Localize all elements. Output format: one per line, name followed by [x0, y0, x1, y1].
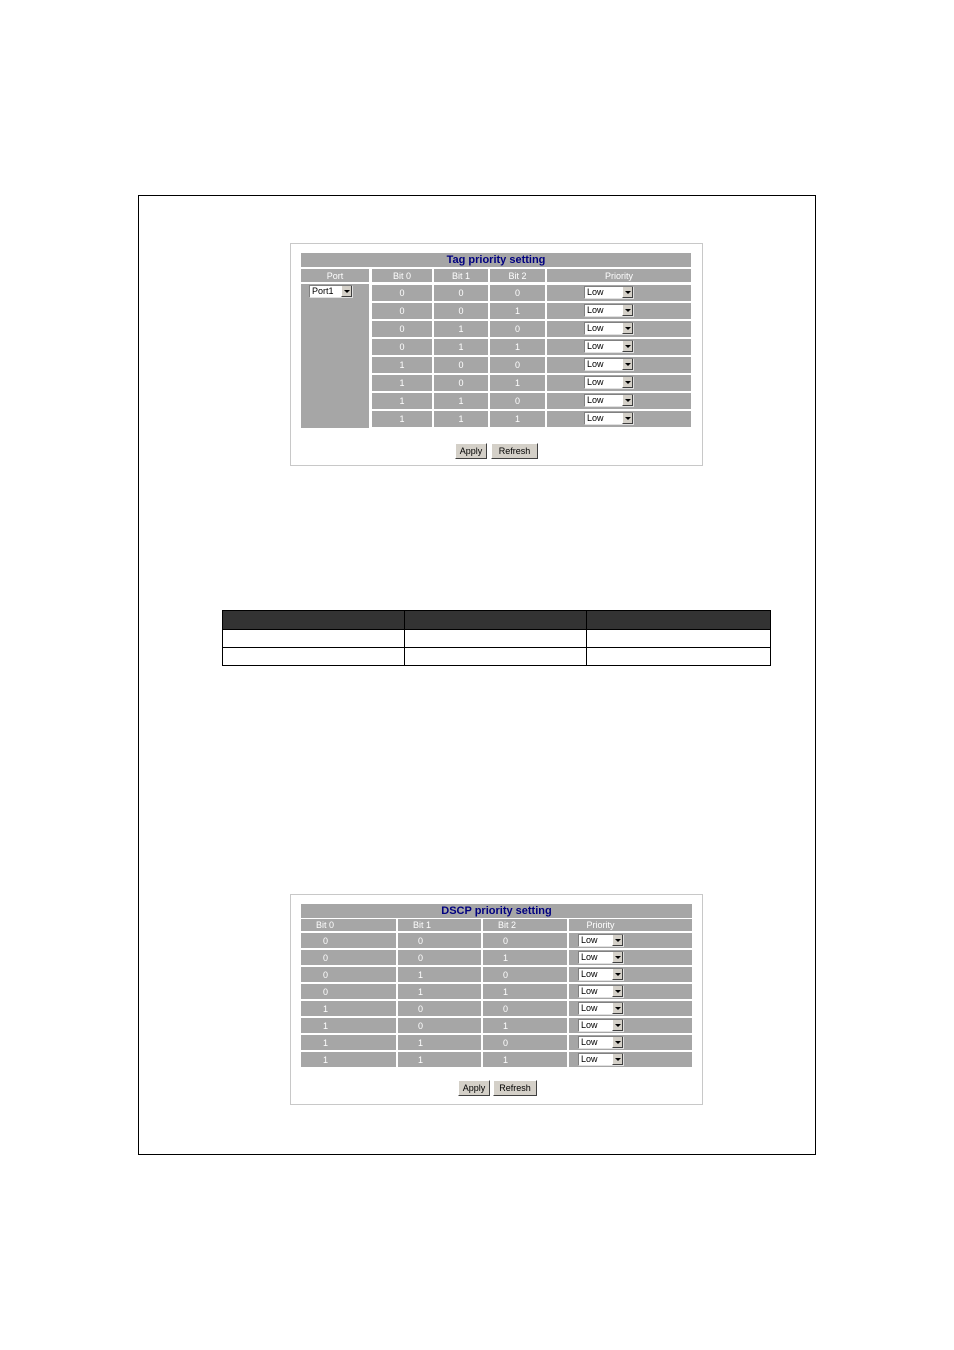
tag-row-bit2: 0 [490, 357, 545, 373]
dscp-header-bit1: Bit 1 [398, 919, 481, 931]
tag-priority-select-value: Low [587, 287, 604, 297]
tag-priority-select[interactable] [584, 376, 634, 389]
tag-port-column [301, 284, 369, 428]
dscp-priority-select[interactable] [578, 934, 624, 947]
chevron-down-icon [622, 377, 633, 388]
chevron-down-icon [622, 305, 633, 316]
tag-priority-select-value: Low [587, 359, 604, 369]
table-header-row [223, 611, 771, 630]
table-row [223, 630, 771, 648]
tag-row-bit0: 0 [372, 339, 432, 355]
tag-priority-select[interactable] [584, 322, 634, 335]
tag-priority-select[interactable] [584, 286, 634, 299]
tag-row-bit1: 0 [434, 285, 488, 301]
dscp-row-bit2: 0 [483, 1035, 567, 1050]
table-cell [404, 630, 587, 648]
dscp-priority-select-value: Low [581, 969, 598, 979]
tag-row-bit1: 1 [434, 411, 488, 427]
tag-priority-select[interactable] [584, 304, 634, 317]
tag-row-bit0: 0 [372, 285, 432, 301]
chevron-down-icon [622, 413, 633, 424]
dscp-row-bit1: 0 [398, 933, 481, 948]
dscp-row-bit0: 0 [301, 984, 396, 999]
chevron-down-icon [612, 1037, 623, 1048]
tag-row-bit2: 0 [490, 285, 545, 301]
port-select[interactable] [309, 285, 353, 298]
dscp-header-priority: Priority [569, 919, 692, 931]
tag-priority-select[interactable] [584, 340, 634, 353]
tag-priority-select[interactable] [584, 412, 634, 425]
tag-row-bit0: 1 [372, 393, 432, 409]
chevron-down-icon [612, 935, 623, 946]
dscp-priority-select[interactable] [578, 985, 624, 998]
tag-row-bit1: 0 [434, 357, 488, 373]
table-row [223, 648, 771, 666]
chevron-down-icon [622, 359, 633, 370]
dscp-header-bit0: Bit 0 [301, 919, 396, 931]
dscp-row-bit1: 1 [398, 967, 481, 982]
tag-row-bit2: 1 [490, 339, 545, 355]
chevron-down-icon [622, 341, 633, 352]
tag-row-bit0: 1 [372, 357, 432, 373]
dscp-row-bit0: 0 [301, 950, 396, 965]
dscp-apply-button[interactable]: Apply [458, 1080, 490, 1096]
dscp-row-bit2: 1 [483, 950, 567, 965]
dscp-priority-select[interactable] [578, 1036, 624, 1049]
tag-priority-select-value: Low [587, 305, 604, 315]
dscp-row-bit1: 1 [398, 1035, 481, 1050]
chevron-down-icon [612, 1054, 623, 1065]
tag-priority-select-value: Low [587, 395, 604, 405]
chevron-down-icon [612, 1003, 623, 1014]
tag-header-priority: Priority [547, 269, 691, 282]
tag-header-bit1: Bit 1 [434, 269, 488, 282]
table-header-cell [404, 611, 587, 630]
tag-row-bit0: 1 [372, 375, 432, 391]
dscp-row-bit1: 0 [398, 1018, 481, 1033]
dscp-priority-select[interactable] [578, 1053, 624, 1066]
dscp-priority-select[interactable] [578, 1019, 624, 1032]
tag-refresh-button[interactable]: Refresh [491, 443, 538, 459]
tag-row-bit2: 0 [490, 393, 545, 409]
dscp-row-bit1: 1 [398, 1052, 481, 1067]
tag-header-port: Port [301, 269, 369, 282]
dscp-row-bit0: 1 [301, 1035, 396, 1050]
tag-row-bit2: 0 [490, 321, 545, 337]
table-cell [587, 630, 771, 648]
dscp-row-bit0: 0 [301, 967, 396, 982]
dscp-priority-select[interactable] [578, 1002, 624, 1015]
tag-row-bit1: 0 [434, 303, 488, 319]
chevron-down-icon [341, 286, 352, 297]
chevron-down-icon [612, 986, 623, 997]
chevron-down-icon [612, 969, 623, 980]
table-cell [223, 630, 405, 648]
tag-row-bit1: 1 [434, 393, 488, 409]
dscp-priority-select-value: Low [581, 935, 598, 945]
tag-header-bit0: Bit 0 [372, 269, 432, 282]
dscp-row-bit2: 0 [483, 967, 567, 982]
tag-priority-select-value: Low [587, 377, 604, 387]
dscp-priority-select-value: Low [581, 986, 598, 996]
chevron-down-icon [612, 1020, 623, 1031]
tag-priority-select[interactable] [584, 358, 634, 371]
chevron-down-icon [612, 952, 623, 963]
dscp-row-bit0: 0 [301, 933, 396, 948]
tag-apply-button[interactable]: Apply [455, 443, 487, 459]
dscp-row-bit1: 0 [398, 1001, 481, 1016]
chevron-down-icon [622, 395, 633, 406]
dscp-row-bit2: 1 [483, 984, 567, 999]
dscp-priority-title: DSCP priority setting [301, 904, 692, 918]
tag-row-bit2: 1 [490, 303, 545, 319]
tag-row-bit2: 1 [490, 375, 545, 391]
dscp-row-bit1: 1 [398, 984, 481, 999]
dscp-row-bit2: 1 [483, 1052, 567, 1067]
tag-row-bit1: 1 [434, 339, 488, 355]
tag-row-bit0: 0 [372, 303, 432, 319]
dscp-priority-select[interactable] [578, 968, 624, 981]
tag-priority-select-value: Low [587, 413, 604, 423]
tag-header-bit2: Bit 2 [490, 269, 545, 282]
dscp-priority-select-value: Low [581, 1020, 598, 1030]
tag-row-bit0: 0 [372, 321, 432, 337]
chevron-down-icon [622, 323, 633, 334]
table-header-cell [587, 611, 771, 630]
tag-row-bit0: 1 [372, 411, 432, 427]
dscp-priority-select[interactable] [578, 951, 624, 964]
tag-priority-select[interactable] [584, 394, 634, 407]
chevron-down-icon [622, 287, 633, 298]
dscp-priority-select-value: Low [581, 1003, 598, 1013]
dscp-priority-select-value: Low [581, 1037, 598, 1047]
table-header-cell [223, 611, 405, 630]
dscp-priority-panel [290, 894, 703, 1105]
tag-priority-select-value: Low [587, 323, 604, 333]
dscp-row-bit1: 0 [398, 950, 481, 965]
dscp-priority-select-value: Low [581, 1054, 598, 1064]
dscp-row-bit0: 1 [301, 1052, 396, 1067]
dscp-row-bit2: 1 [483, 1018, 567, 1033]
dscp-row-bit0: 1 [301, 1001, 396, 1016]
table-cell [404, 648, 587, 666]
blank-table [222, 610, 771, 666]
dscp-row-bit2: 0 [483, 1001, 567, 1016]
tag-priority-panel [290, 243, 703, 466]
dscp-refresh-button[interactable]: Refresh [493, 1080, 537, 1096]
tag-priority-title: Tag priority setting [301, 253, 691, 267]
tag-row-bit1: 1 [434, 321, 488, 337]
table-cell [223, 648, 405, 666]
tag-priority-select-value: Low [587, 341, 604, 351]
dscp-priority-select-value: Low [581, 952, 598, 962]
table-cell [587, 648, 771, 666]
dscp-row-bit2: 0 [483, 933, 567, 948]
dscp-header-bit2: Bit 2 [483, 919, 567, 931]
tag-row-bit2: 1 [490, 411, 545, 427]
dscp-row-bit0: 1 [301, 1018, 396, 1033]
tag-row-bit1: 0 [434, 375, 488, 391]
port-select-value: Port1 [312, 286, 334, 296]
